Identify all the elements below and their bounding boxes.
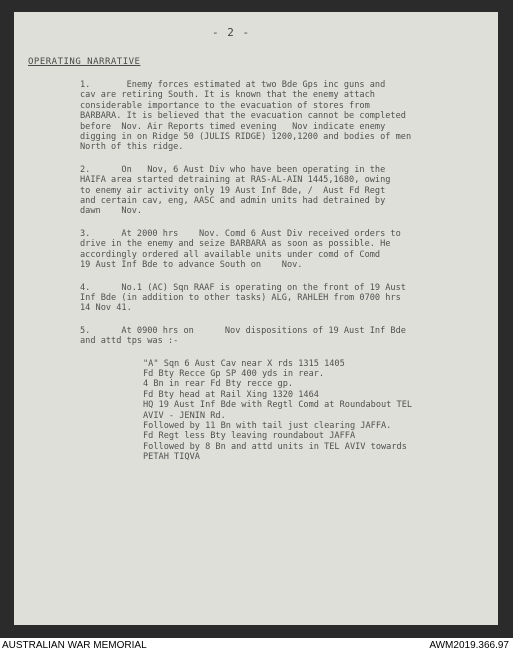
archive-name: AUSTRALIAN WAR MEMORIAL	[2, 640, 147, 651]
text-line: to enemy air activity only 19 Aust Inf Bde, / Aust Fd Regt	[80, 185, 386, 196]
list-item: HQ 19 Aust Inf Bde with Regtl Comd at Roundabout TEL	[143, 400, 413, 411]
section-heading: OPERATING NARRATIVE	[28, 57, 141, 67]
paragraph	[80, 229, 498, 271]
text-line: Inf Bde (in addition to other tasks) ALG, RAHLEH from 0700 hrs	[80, 292, 401, 303]
list-item: AVIV - JENIN Rd.	[143, 410, 226, 421]
list-item: Fd Bty head at Rail Xing 1320 1464	[143, 389, 319, 400]
text-line: and certain cav, eng, AASC and admin units had detrained by	[80, 196, 386, 207]
text-line: 14 Nov 41.	[80, 303, 132, 314]
list-item: 4 Bn in rear Fd Bty recce gp.	[143, 379, 294, 390]
text-line: BARBARA. It is believed that the evacuation cannot be completed	[80, 111, 406, 122]
paragraph	[80, 165, 498, 217]
text-line: accordingly ordered all available units under comd of Comd	[80, 249, 381, 260]
text-line: North of this ridge.	[80, 142, 184, 153]
text-line: and attd tps was :-	[80, 336, 179, 347]
text-line: 19 Aust Inf Bde to advance South on Nov.	[80, 260, 303, 271]
text-line: 2. On Nov, 6 Aust Div who have been operating in the	[80, 164, 386, 175]
paragraph	[80, 326, 498, 347]
page-number: - 2 -	[212, 26, 251, 39]
paragraph	[80, 80, 498, 153]
text-line: 5. At 0900 hrs on Nov dispositions of 19 Aust Inf Bde	[80, 325, 406, 336]
list-item: Fd Regt less Bty leaving roundabout JAFFA	[143, 431, 356, 442]
dispositions-list	[143, 359, 498, 463]
paragraph	[80, 283, 498, 314]
document-page	[14, 12, 498, 625]
list-item: Fd Bty Recce Gp SP 400 yds in rear.	[143, 368, 325, 379]
text-line: before Nov. Air Reports timed evening Nov indicate enemy	[80, 121, 386, 132]
text-line: dawn Nov.	[80, 206, 143, 217]
text-line: cav are retiring South. It is known that the enemy attach	[80, 90, 375, 101]
list-item: "A" Sqn 6 Aust Cav near X rds 1315 1405	[143, 358, 345, 369]
archive-reference: AWM2019.366.97	[429, 640, 509, 651]
narrative-body	[80, 80, 498, 463]
text-line: 4. No.1 (AC) Sqn RAAF is operating on the front of 19 Aust	[80, 282, 406, 293]
list-item: Followed by 8 Bn and attd units in TEL AVIV towards	[143, 441, 407, 452]
list-item: Followed by 11 Bn with tail just clearing JAFFA.	[143, 420, 392, 431]
text-line: 1. Enemy forces estimated at two Bde Gps inc guns and	[80, 80, 386, 90]
text-line: 3. At 2000 hrs Nov. Comd 6 Aust Div received orders to	[80, 228, 401, 239]
archive-footer	[0, 638, 513, 653]
text-line: considerable importance to the evacuation of stores from	[80, 100, 370, 111]
text-line: HAIFA area started detraining at RAS-AL-AIN 1445,1680, owing	[80, 175, 391, 186]
list-item: PETAH TIQVA	[143, 452, 200, 463]
text-line: drive in the enemy and seize BARBARA as soon as possible. He	[80, 239, 391, 250]
text-line: digging in on Ridge 50 (JULIS RIDGE) 1200,1200 and bodies of men	[80, 132, 412, 143]
